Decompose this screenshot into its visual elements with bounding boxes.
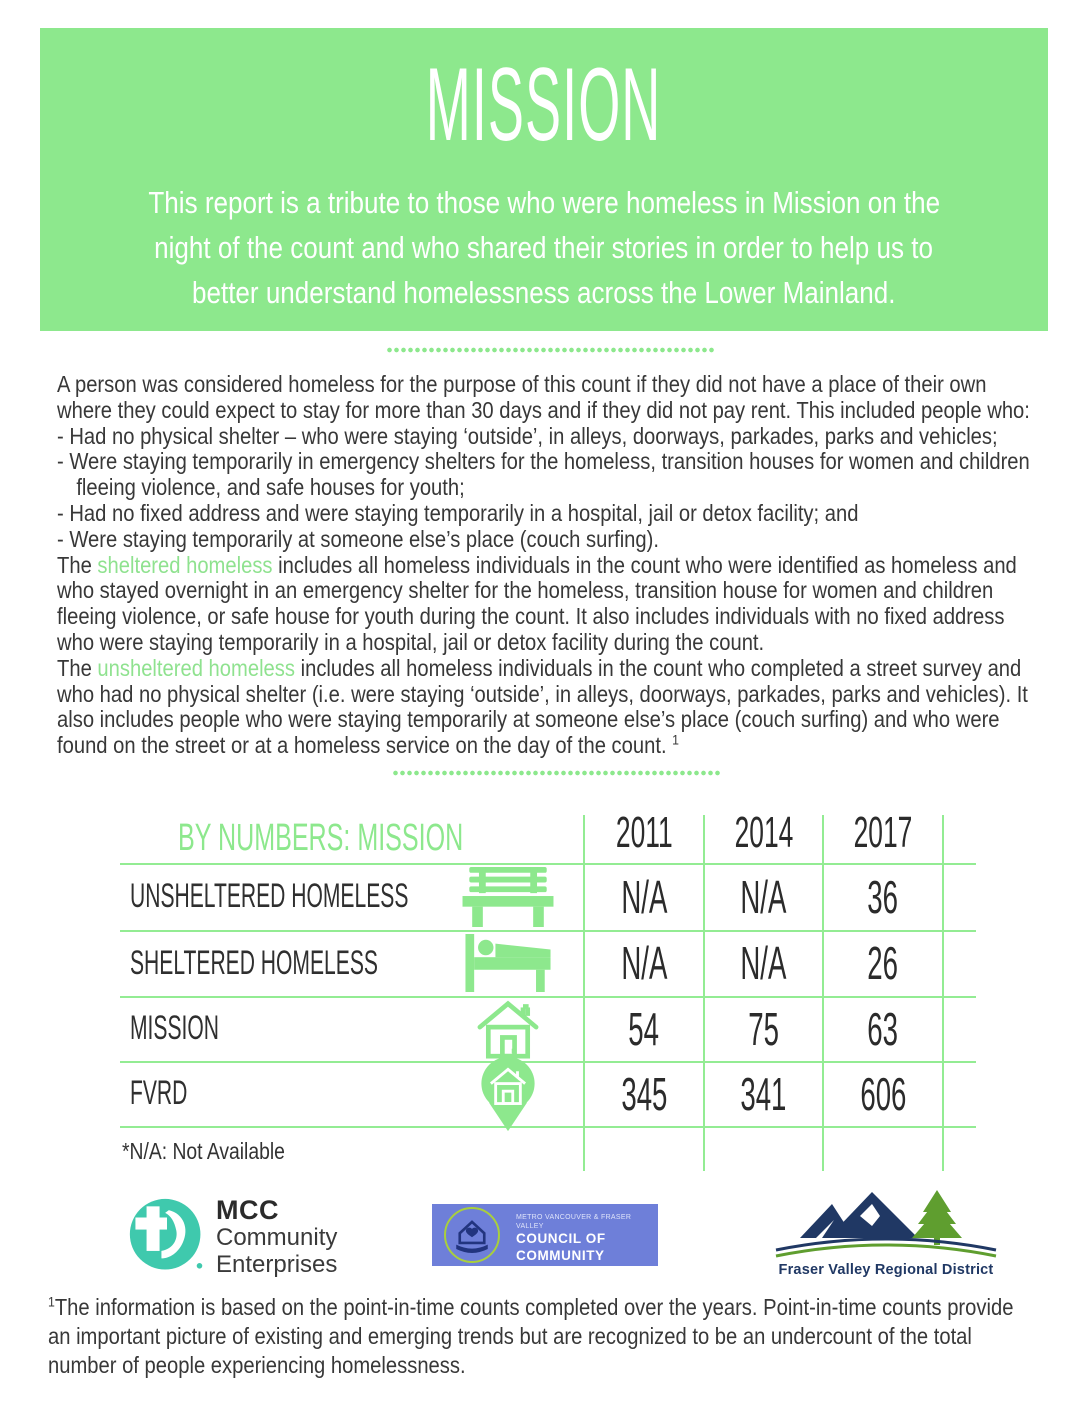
definition-bullet: - Had no fixed address and were staying temporarily in a hospital, jail or detox facility; and: [57, 499, 859, 526]
year-header-2011: 2011: [615, 808, 673, 857]
value-mission-2014: 75: [748, 1002, 779, 1055]
council-line2: HOMELESSNESS TABLES: [516, 1264, 636, 1296]
value-unsheltered-2014: N/A: [740, 870, 787, 923]
definition-bullet: - Had no physical shelter – who were staying ‘outside’, in alleys, doorways, parkades, parks and vehicles;: [57, 422, 998, 449]
bench-icon: [450, 865, 566, 928]
definition-intro: A person was considered homeless for the purpose of this count if they did not have a place of their own where they could expect to stay for more than 30 days and if they did not pay rent. This included people who:: [57, 371, 1030, 423]
value-sheltered-2017: 26: [867, 937, 899, 989]
fvrd-label: Fraser Valley Regional District: [778, 1262, 994, 1278]
map-pin-house-icon: [450, 1059, 566, 1131]
mcc-cross-dove-icon: [128, 1196, 206, 1278]
house-icon: [450, 998, 566, 1059]
mcc-logo: [128, 1196, 338, 1280]
value-unsheltered-2017: 36: [867, 870, 899, 923]
value-mission-2017: 63: [867, 1002, 899, 1055]
value-sheltered-2014: N/A: [740, 937, 787, 989]
council-house-hand-icon: [444, 1207, 500, 1263]
table-title: BY NUMBERS: MISSION: [178, 817, 464, 859]
council-region-line: METRO VANCOUVER & FRASER VALLEY: [516, 1214, 632, 1230]
definition-text: [57, 372, 1032, 759]
tribute-subtitle: [40, 180, 1048, 315]
page-title-text: MISSION: [426, 47, 662, 163]
subtitle-line-2: night of the count and who shared their stories in order to help us to: [154, 230, 934, 265]
mcc-line2: Enterprises: [216, 1251, 338, 1278]
dotted-divider-bottom: [392, 770, 720, 776]
dotted-divider-top: [386, 347, 714, 353]
unsheltered-homeless-term: unsheltered homeless: [97, 654, 295, 681]
sheltered-definition: The sheltered homeless includes all homeless individuals in the count who were identified as homeless and who stayed overnight in an emergency shelter for the homeless, transition house for women and children fleeing violence, or safe house for youth during the count. It also includes individuals with no fixed address who were staying temporarily in a hospital, jail or detox facility during the count.: [57, 551, 1017, 655]
row-label-mission: MISSION: [130, 1009, 220, 1047]
definition-bullet: - Were staying temporarily in emergency shelters for the homeless, transition houses for women and children fleeing violence, and safe houses for youth;: [57, 448, 1030, 501]
fvrd-mountains-icon: [772, 1182, 1000, 1260]
definition-bullet: - Were staying temporarily at someone else’s place (couch surfing).: [57, 525, 659, 552]
row-label-fvrd: FVRD: [130, 1074, 188, 1112]
year-header-2017: 2017: [853, 808, 913, 857]
mcc-line1: Community: [216, 1224, 338, 1251]
subtitle-line-1: This report is a tribute to those who were homeless in Mission on the: [148, 185, 940, 220]
value-mission-2011: 54: [628, 1002, 660, 1055]
value-fvrd-2017: 606: [859, 1067, 907, 1120]
page-footnote: $^1$The information is based on the point-in-time counts completed over the years. Point-in-time counts provide an important picture of existing and emerging trends but are recognized to be an undercount of the total number of people experiencing homelessness.: [48, 1293, 1014, 1378]
na-footnote: *N/A: Not Available: [122, 1138, 285, 1164]
footnote-marker: 1: [48, 1293, 55, 1310]
unsheltered-definition: The unsheltered homeless includes all homeless individuals in the count who completed a street survey and who had no physical shelter (i.e. were staying ‘outside’, in alleys, doorways, parkades, parks and vehicles). It also includes people who were staying temporarily at someone else’s place (couch surfing) and who were found on the street or at a homeless service on the day of the count. $^1$: [57, 654, 1028, 759]
council-line1: COUNCIL OF COMMUNITY: [516, 1231, 606, 1263]
sheltered-homeless-term: sheltered homeless: [97, 551, 273, 578]
year-header-2014: 2014: [734, 808, 793, 857]
fvrd-logo: [772, 1182, 1000, 1286]
mcc-name: MCC: [216, 1195, 279, 1225]
row-label-unsheltered-homeless: UNSHELTERED HOMELESS: [130, 877, 409, 915]
council-logo: [432, 1204, 658, 1296]
page-title: [40, 47, 1048, 163]
subtitle-line-3: better understand homelessness across the Lower Mainland.: [192, 275, 896, 310]
value-unsheltered-2011: N/A: [620, 870, 668, 923]
header-banner: [40, 28, 1048, 331]
bed-icon: [450, 932, 566, 994]
footnote-marker: 1: [672, 731, 680, 748]
value-fvrd-2014: 341: [740, 1067, 787, 1120]
value-sheltered-2011: N/A: [620, 937, 668, 989]
table-grid-line: [942, 815, 944, 1171]
row-label-sheltered-homeless: SHELTERED HOMELESS: [130, 943, 378, 982]
by-numbers-table: [120, 803, 976, 1175]
value-fvrd-2011: 345: [620, 1067, 668, 1120]
